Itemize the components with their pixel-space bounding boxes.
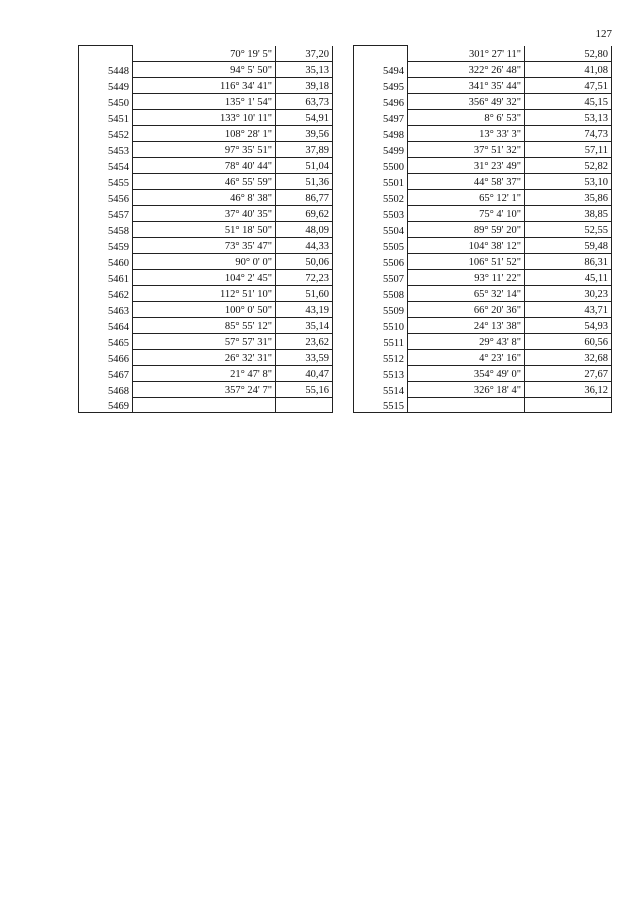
point-number-cell: 5501 <box>354 173 408 189</box>
angle-cell: 301° 27' 11" <box>408 46 525 62</box>
table-row <box>354 253 612 269</box>
distance-cell: 37,20 <box>276 46 333 62</box>
angle-cell: 133° 10' 11" <box>133 109 276 125</box>
point-number-cell: 5500 <box>354 157 408 173</box>
table-row <box>79 317 333 333</box>
distance-cell: 53,10 <box>525 173 612 189</box>
distance-cell: 55,16 <box>276 381 333 397</box>
distance-cell: 47,51 <box>525 77 612 93</box>
table-row <box>354 125 612 141</box>
point-number-cell: 5460 <box>79 253 133 269</box>
table-row <box>354 157 612 173</box>
table-row <box>79 157 333 173</box>
angle-cell: 85° 55' 12" <box>133 317 276 333</box>
angle-cell: 75° 4' 10" <box>408 205 525 221</box>
distance-cell: 51,60 <box>276 285 333 301</box>
page-number: 127 <box>595 28 612 40</box>
table-row <box>79 221 333 237</box>
angle-cell: 46° 55' 59" <box>133 173 276 189</box>
distance-cell: 52,80 <box>525 46 612 62</box>
point-number-cell: 5496 <box>354 93 408 109</box>
table-row <box>354 365 612 381</box>
distance-cell: 39,18 <box>276 77 333 93</box>
angle-cell: 37° 40' 35" <box>133 205 276 221</box>
table-row <box>354 77 612 93</box>
angle-cell: 135° 1' 54" <box>133 93 276 109</box>
point-number-cell: 5514 <box>354 381 408 397</box>
table-row <box>354 189 612 205</box>
point-number-cell: 5513 <box>354 365 408 381</box>
empty-cell <box>408 397 525 413</box>
distance-cell: 48,09 <box>276 221 333 237</box>
distance-cell: 72,23 <box>276 269 333 285</box>
point-number-cell: 5499 <box>354 141 408 157</box>
angle-cell: 357° 24' 7" <box>133 381 276 397</box>
point-number-cell: 5509 <box>354 301 408 317</box>
angle-cell: 89° 59' 20" <box>408 221 525 237</box>
table-row <box>79 46 333 62</box>
point-number-cell: 5465 <box>79 333 133 349</box>
table-row <box>79 237 333 253</box>
point-number-cell: 5461 <box>79 269 133 285</box>
distance-cell: 37,89 <box>276 141 333 157</box>
distance-cell: 44,33 <box>276 237 333 253</box>
distance-cell: 23,62 <box>276 333 333 349</box>
angle-cell: 112° 51' 10" <box>133 285 276 301</box>
distance-cell: 63,73 <box>276 93 333 109</box>
left-survey-table <box>78 45 333 413</box>
point-number-cell: 5454 <box>79 157 133 173</box>
angle-cell: 21° 47' 8" <box>133 365 276 381</box>
point-number-cell: 5504 <box>354 221 408 237</box>
angle-cell: 24° 13' 38" <box>408 317 525 333</box>
angle-cell: 322° 26' 48" <box>408 61 525 77</box>
distance-cell: 54,91 <box>276 109 333 125</box>
angle-cell: 70° 19' 5" <box>133 46 276 62</box>
table-row <box>79 349 333 365</box>
point-number-cell: 5466 <box>79 349 133 365</box>
table-row <box>354 381 612 397</box>
distance-cell: 33,59 <box>276 349 333 365</box>
distance-cell: 52,82 <box>525 157 612 173</box>
angle-cell: 94° 5' 50" <box>133 61 276 77</box>
table-row <box>354 237 612 253</box>
table-row <box>354 109 612 125</box>
table-row <box>79 301 333 317</box>
angle-cell: 104° 38' 12" <box>408 237 525 253</box>
distance-cell: 52,55 <box>525 221 612 237</box>
angle-cell: 100° 0' 50" <box>133 301 276 317</box>
table-row <box>79 205 333 221</box>
angle-cell: 31° 23' 49" <box>408 157 525 173</box>
point-number-cell: 5506 <box>354 253 408 269</box>
angle-cell: 37° 51' 32" <box>408 141 525 157</box>
angle-cell: 8° 6' 53" <box>408 109 525 125</box>
distance-cell: 51,36 <box>276 173 333 189</box>
angle-cell: 90° 0' 0" <box>133 253 276 269</box>
point-number-cell: 5463 <box>79 301 133 317</box>
angle-cell: 341° 35' 44" <box>408 77 525 93</box>
angle-cell: 26° 32' 31" <box>133 349 276 365</box>
right-survey-table <box>353 45 612 413</box>
angle-cell: 354° 49' 0" <box>408 365 525 381</box>
point-number-cell: 5497 <box>354 109 408 125</box>
point-number-cell: 5512 <box>354 349 408 365</box>
table-row <box>354 205 612 221</box>
empty-cell <box>276 397 333 413</box>
angle-cell: 46° 8' 38" <box>133 189 276 205</box>
table-row <box>79 269 333 285</box>
point-number-cell <box>354 46 408 62</box>
distance-cell: 43,19 <box>276 301 333 317</box>
distance-cell: 45,11 <box>525 269 612 285</box>
point-number-cell: 5495 <box>354 77 408 93</box>
angle-cell: 104° 2' 45" <box>133 269 276 285</box>
table-row <box>79 333 333 349</box>
distance-cell: 86,31 <box>525 253 612 269</box>
point-number-cell: 5468 <box>79 381 133 397</box>
table-row <box>354 269 612 285</box>
distance-cell: 45,15 <box>525 93 612 109</box>
angle-cell: 57° 57' 31" <box>133 333 276 349</box>
table-row <box>354 221 612 237</box>
distance-cell: 39,56 <box>276 125 333 141</box>
table-row <box>354 46 612 62</box>
table-row <box>354 141 612 157</box>
empty-cell <box>525 397 612 413</box>
distance-cell: 35,13 <box>276 61 333 77</box>
table-row <box>79 381 333 397</box>
table-row <box>79 61 333 77</box>
point-number-cell: 5458 <box>79 221 133 237</box>
distance-cell: 40,47 <box>276 365 333 381</box>
point-number-cell: 5515 <box>354 397 408 413</box>
angle-cell: 13° 33' 3" <box>408 125 525 141</box>
table-row <box>79 285 333 301</box>
point-number-cell: 5505 <box>354 237 408 253</box>
empty-cell <box>133 397 276 413</box>
point-number-cell: 5464 <box>79 317 133 333</box>
table-row <box>79 173 333 189</box>
distance-cell: 35,86 <box>525 189 612 205</box>
distance-cell: 38,85 <box>525 205 612 221</box>
point-number-cell: 5456 <box>79 189 133 205</box>
table-row <box>79 189 333 205</box>
table-row <box>354 285 612 301</box>
distance-cell: 41,08 <box>525 61 612 77</box>
table-row <box>79 93 333 109</box>
table-row <box>354 317 612 333</box>
point-number-cell <box>79 46 133 62</box>
angle-cell: 4° 23' 16" <box>408 349 525 365</box>
point-number-cell: 5507 <box>354 269 408 285</box>
point-number-cell: 5508 <box>354 285 408 301</box>
distance-cell: 51,04 <box>276 157 333 173</box>
angle-cell: 65° 32' 14" <box>408 285 525 301</box>
point-number-cell: 5494 <box>354 61 408 77</box>
angle-cell: 51° 18' 50" <box>133 221 276 237</box>
angle-cell: 116° 34' 41" <box>133 77 276 93</box>
point-number-cell: 5451 <box>79 109 133 125</box>
table-row <box>79 253 333 269</box>
angle-cell: 29° 43' 8" <box>408 333 525 349</box>
distance-cell: 60,56 <box>525 333 612 349</box>
point-number-cell: 5498 <box>354 125 408 141</box>
distance-cell: 74,73 <box>525 125 612 141</box>
distance-cell: 27,67 <box>525 365 612 381</box>
table-row <box>354 397 612 413</box>
angle-cell: 65° 12' 1" <box>408 189 525 205</box>
angle-cell: 326° 18' 4" <box>408 381 525 397</box>
angle-cell: 356° 49' 32" <box>408 93 525 109</box>
angle-cell: 108° 28' 1" <box>133 125 276 141</box>
table-row <box>354 93 612 109</box>
point-number-cell: 5469 <box>79 397 133 413</box>
distance-cell: 43,71 <box>525 301 612 317</box>
angle-cell: 78° 40' 44" <box>133 157 276 173</box>
table-row <box>354 61 612 77</box>
point-number-cell: 5453 <box>79 141 133 157</box>
distance-cell: 35,14 <box>276 317 333 333</box>
angle-cell: 93° 11' 22" <box>408 269 525 285</box>
point-number-cell: 5462 <box>79 285 133 301</box>
table-row <box>79 109 333 125</box>
point-number-cell: 5457 <box>79 205 133 221</box>
left-table-body <box>79 46 333 413</box>
distance-cell: 59,48 <box>525 237 612 253</box>
distance-cell: 86,77 <box>276 189 333 205</box>
right-table-body <box>354 46 612 413</box>
point-number-cell: 5459 <box>79 237 133 253</box>
distance-cell: 54,93 <box>525 317 612 333</box>
angle-cell: 97° 35' 51" <box>133 141 276 157</box>
table-row <box>354 349 612 365</box>
distance-cell: 53,13 <box>525 109 612 125</box>
point-number-cell: 5510 <box>354 317 408 333</box>
angle-cell: 66° 20' 36" <box>408 301 525 317</box>
table-row <box>354 301 612 317</box>
point-number-cell: 5455 <box>79 173 133 189</box>
angle-cell: 106° 51' 52" <box>408 253 525 269</box>
table-row <box>79 397 333 413</box>
angle-cell: 44° 58' 37" <box>408 173 525 189</box>
table-row <box>79 77 333 93</box>
point-number-cell: 5503 <box>354 205 408 221</box>
angle-cell: 73° 35' 47" <box>133 237 276 253</box>
point-number-cell: 5450 <box>79 93 133 109</box>
distance-cell: 30,23 <box>525 285 612 301</box>
point-number-cell: 5449 <box>79 77 133 93</box>
table-row <box>354 333 612 349</box>
point-number-cell: 5452 <box>79 125 133 141</box>
distance-cell: 69,62 <box>276 205 333 221</box>
table-row <box>79 141 333 157</box>
distance-cell: 32,68 <box>525 349 612 365</box>
table-row <box>79 125 333 141</box>
distance-cell: 36,12 <box>525 381 612 397</box>
point-number-cell: 5502 <box>354 189 408 205</box>
point-number-cell: 5511 <box>354 333 408 349</box>
table-row <box>79 365 333 381</box>
point-number-cell: 5448 <box>79 61 133 77</box>
distance-cell: 57,11 <box>525 141 612 157</box>
distance-cell: 50,06 <box>276 253 333 269</box>
table-row <box>354 173 612 189</box>
point-number-cell: 5467 <box>79 365 133 381</box>
